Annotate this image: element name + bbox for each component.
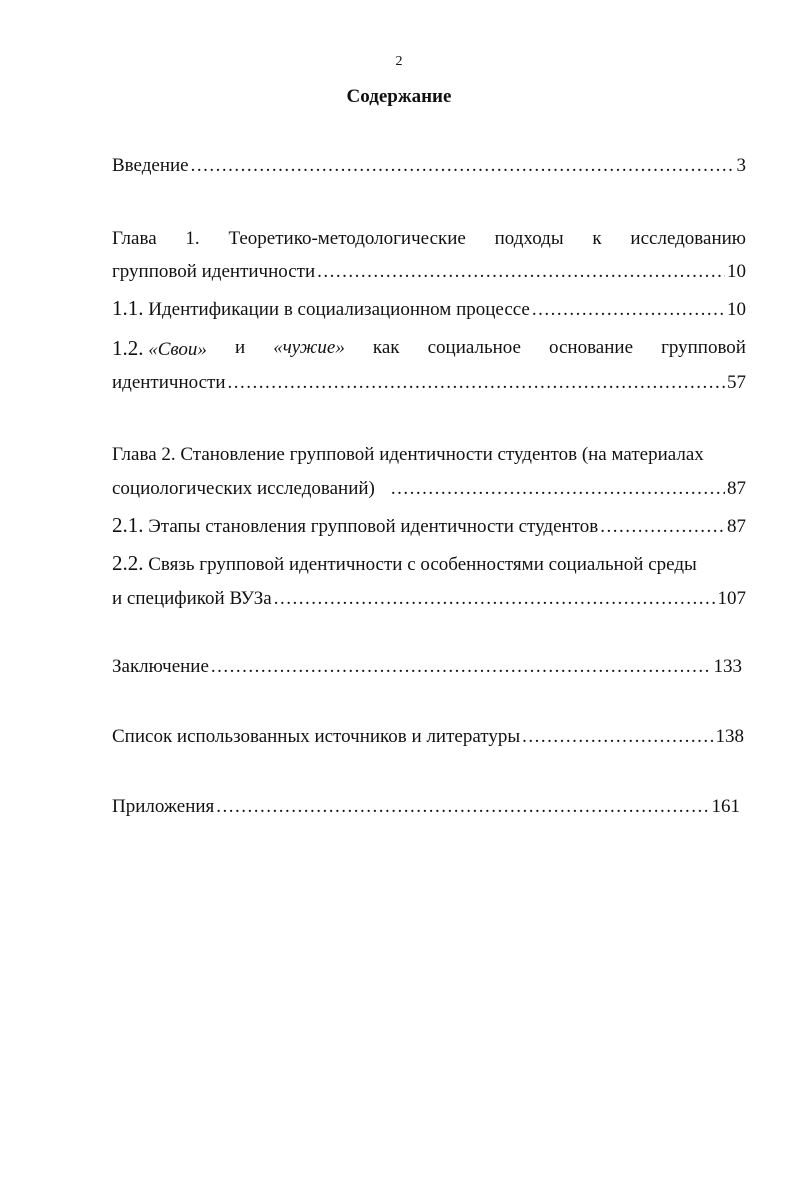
toc-intro-page: 3 — [736, 155, 746, 176]
toc-s1-1-page: 10 — [727, 299, 746, 320]
toc-dot-leader — [317, 261, 725, 283]
toc-s1-2-chuzhie: «чужие» — [273, 337, 345, 358]
toc-entry-sources[interactable] — [112, 726, 744, 748]
toc-dot-leader — [532, 299, 725, 321]
toc-s1-2-svoi: «Свои» — [148, 339, 207, 360]
toc-sources-page: 138 — [715, 726, 744, 747]
toc-entry-chapter-1-cont[interactable] — [112, 261, 746, 283]
toc-dot-leader — [391, 478, 725, 500]
toc-appendix-label: Приложения — [112, 796, 215, 817]
toc-s1-2-word: основание — [549, 337, 634, 358]
toc-entry-section-1-2-cont[interactable] — [112, 372, 746, 394]
toc-entry-intro[interactable] — [112, 155, 746, 177]
toc-ch1-word: исследованию — [630, 228, 746, 249]
toc-s2-2-line1: Связь групповой идентичности с особенностями социальной среды — [148, 554, 697, 575]
toc-ch2-page: 87 — [727, 478, 746, 499]
toc-dot-leader — [600, 516, 725, 538]
toc-conclusion-page: 133 — [713, 656, 742, 677]
toc-dot-leader — [522, 726, 713, 748]
toc-dot-leader — [191, 155, 735, 177]
toc-entry-section-1-1[interactable] — [112, 297, 746, 321]
toc-ch1-word: к — [592, 228, 602, 249]
toc-s1-2-word: как — [372, 337, 400, 358]
toc-ch1-word: 1. — [185, 228, 200, 249]
toc-s2-1-number: 2.1. — [112, 514, 144, 537]
toc-entry-appendix[interactable] — [112, 796, 740, 818]
page-number: 2 — [395, 54, 403, 69]
toc-dot-leader — [216, 796, 709, 818]
toc-ch1-line2: групповой идентичности — [112, 261, 316, 282]
toc-appendix-page: 161 — [711, 796, 740, 817]
toc-entry-section-2-2[interactable] — [112, 552, 746, 576]
toc-ch1-word: Глава — [112, 228, 157, 249]
toc-s2-2-line2: и спецификой ВУЗа — [112, 588, 272, 609]
toc-entry-chapter-1[interactable] — [112, 228, 746, 250]
toc-s1-1-number: 1.1. — [112, 297, 144, 320]
toc-entry-chapter-2[interactable] — [112, 444, 746, 466]
toc-entry-section-1-2[interactable] — [112, 337, 746, 361]
toc-conclusion-label: Заключение — [112, 656, 209, 677]
toc-s2-1-page: 87 — [727, 516, 746, 537]
toc-entry-conclusion[interactable] — [112, 656, 742, 678]
toc-s1-2-word: социальное — [427, 337, 521, 358]
toc-s2-2-number: 2.2. — [112, 552, 144, 575]
toc-s1-2-page: 57 — [727, 372, 746, 393]
toc-dot-leader — [228, 372, 725, 394]
toc-entry-chapter-2-cont[interactable] — [112, 478, 746, 500]
toc-s2-2-page: 107 — [717, 588, 746, 609]
toc-dot-leader — [274, 588, 716, 610]
toc-ch2-line2: социологических исследований) — [112, 478, 375, 499]
toc-s1-2-number: 1.2. — [112, 337, 144, 360]
toc-s2-1-label: Этапы становления групповой идентичности студентов — [148, 516, 599, 537]
toc-entry-section-2-2-cont[interactable] — [112, 588, 746, 610]
toc-s1-2-word: и — [234, 337, 246, 358]
toc-s1-1-label: Идентификации в социализационном процессе — [148, 299, 530, 320]
toc-s1-2-word: групповой — [661, 337, 746, 358]
toc-dot-leader — [211, 656, 712, 678]
toc-ch1-word: подходы — [494, 228, 564, 249]
toc-s1-2-line2: идентичности — [112, 372, 226, 393]
toc-intro-label: Введение — [112, 155, 189, 176]
toc-ch2-line1: Глава 2. Становление групповой идентичности студентов (на материалах — [112, 444, 704, 465]
toc-sources-label: Список использованных источников и литературы — [112, 726, 521, 747]
page-title: Содержание — [346, 86, 452, 107]
toc-ch1-word: Теоретико-методологические — [228, 228, 466, 249]
toc-ch1-page: 10 — [727, 261, 746, 282]
toc-entry-section-2-1[interactable] — [112, 514, 746, 538]
